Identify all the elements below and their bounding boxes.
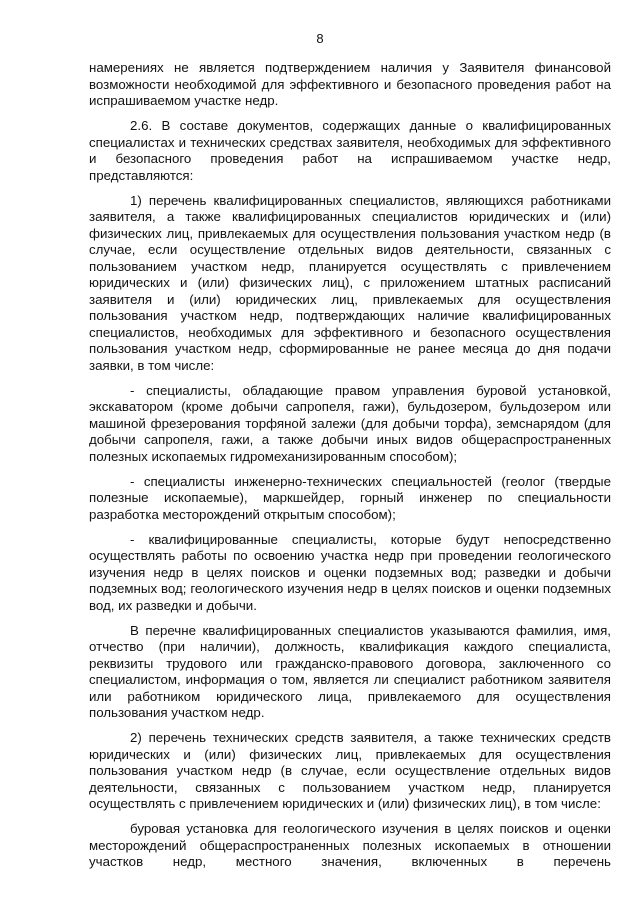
document-body — [89, 60, 611, 871]
paragraph-item-1-specialists: 1) перечень квалифицированных специалистов, являющихся работниками заявителя, а также квалифицированных специалистов юридических и (или) физических лиц, привлекаемых для осуществления пользования участком недр (в случае, если осуществление отдельных видов деятельности, связанных с пользованием участком недр, планируется осуществлять с привлечением юридических и (или) физических лиц), с приложением штатных расписаний заявителя и (или) юридических лиц, привлекаемых для осуществления пользования участком недр, подтверждающих наличие квалифицированных специалистов, необходимых для эффективного и безопасного осуществления пользования участком недр, сформированные не ранее месяца до дня подачи заявки, в том числе: — [89, 192, 611, 373]
paragraph-section-2-6: 2.6. В составе документов, содержащих данные о квалифицированных специалистах и технических средствах заявителя, необходимых для эффективного и безопасного проведения работ на испрашиваемом участке недр, представляются: — [89, 118, 611, 183]
paragraph-drilling-rig: буровая установка для геологического изучения в целях поисков и оценки месторождений общераспространенных полезных ископаемых в отношении участков недр, местного значения, включенных в перечень — [89, 821, 611, 869]
paragraph-bullet-qualified: - квалифицированные специалисты, которые будут непосредственно осуществлять работы по освоению участка недр при проведении геологического изучения недр в целях поисков и оценки подземных вод; разведки и добычи подземных вод; геологического изучения недр в целях поисков и оценки подземных вод, их разведки и добычи. — [89, 531, 611, 613]
paragraph-bullet-operators: - специалисты, обладающие правом управления буровой установкой, экскаватором (кроме добычи сапропеля, гажи), бульдозером, бульдозером или машиной фрезерования торфяной залежи (для добычи торфа), земснарядом (для добычи сапропеля, гажи, а также добычи иных видов общераспространенных полезных ископаемых гидромеханизированным способом); — [89, 382, 611, 464]
paragraph-bullet-engineers: - специалисты инженерно-технических специальностей (геолог (твердые полезные ископаемые), маркшейдер, горный инженер по специальности разработка месторождений открытым способом); — [89, 473, 611, 522]
page-number: 8 — [316, 31, 324, 46]
paragraph-continuation: намерениях не является подтверждением наличия у Заявителя финансовой возможности необходимой для эффективного и безопасного проведения работ на испрашиваемом участке недр. — [89, 60, 611, 108]
paragraph-list-details: В перечне квалифицированных специалистов указываются фамилия, имя, отчество (при наличии), должность, квалификация каждого специалиста, реквизиты трудового или гражданско-правового договора, заключенного со специалистом, информация о том, является ли специалист работником заявителя или работником юридического лица, привлекаемого для осуществления пользования участком недр. — [89, 622, 611, 720]
paragraph-item-2-equipment: 2) перечень технических средств заявителя, а также технических средств юридических и (или) физических лиц, привлекаемых для осуществления пользования участком недр (в случае, если осуществление отдельных видов деятельности, связанных с пользованием участком недр, планируется осуществлять с привлечением юридических и (или) физических лиц), в том числе: — [89, 730, 611, 811]
